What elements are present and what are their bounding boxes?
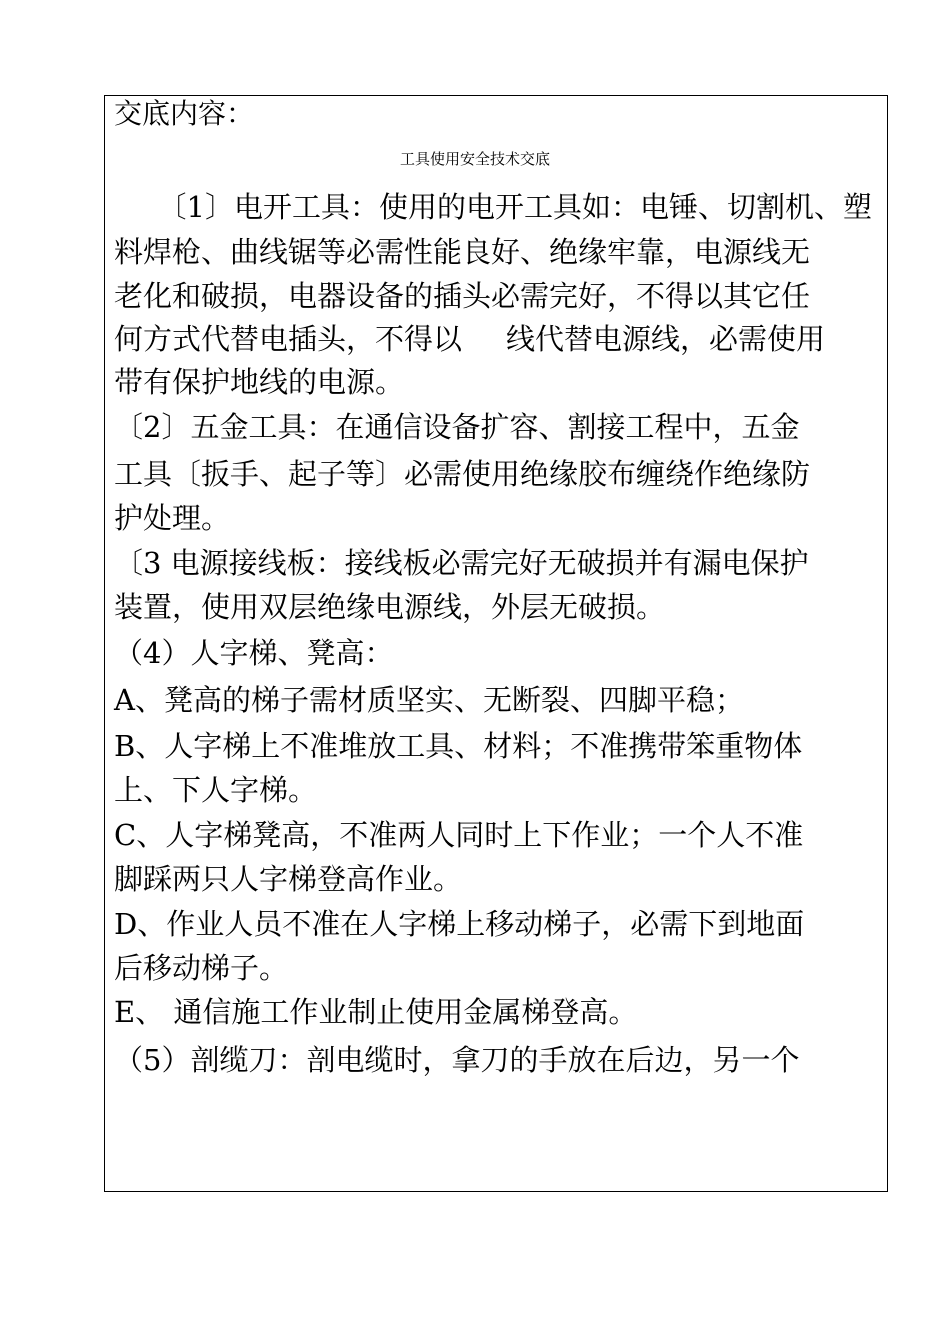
text-line: 带有保护地线的电源。: [114, 365, 405, 399]
text-line: 料焊枪、曲线锯等必需性能良好、绝缘牢靠，电源线无: [114, 235, 811, 269]
text-segment: 线代替电源线，必需使用: [506, 322, 826, 356]
text-line: B、人字梯上不准堆放工具、材料；不准携带笨重物体: [114, 729, 803, 763]
text-line: 〔2〕五金工具：在通信设备扩容、割接工程中，五金: [114, 410, 800, 444]
document-title: 工具使用安全技术交底: [399, 150, 550, 168]
text-line: C、人字梯凳高，不准两人同时上下作业；一个人不准: [114, 818, 804, 852]
text-line: （4）人字梯、凳高：: [114, 636, 394, 670]
text-line-split: [114, 321, 825, 357]
section-label: 交底内容：: [114, 97, 255, 130]
text-line: E、 通信施工作业制止使用金属梯登高。: [114, 995, 638, 1029]
text-line: D、作业人员不准在人字梯上移动梯子，必需下到地面: [114, 907, 805, 941]
text-line: 装置，使用双层绝缘电源线，外层无破损。: [114, 590, 666, 624]
text-line: 后移动梯子。: [114, 951, 289, 985]
text-line: 〔1〕电开工具：使用的电开工具如：电锤、切割机、塑: [114, 190, 872, 224]
text-line: A、凳高的梯子需材质坚实、无断裂、四脚平稳；: [114, 683, 744, 717]
text-segment: 何方式代替电插头，不得以: [114, 322, 463, 356]
text-line: 脚踩两只人字梯登高作业。: [114, 862, 463, 896]
text-line: 老化和破损，电器设备的插头必需完好，不得以其它任: [114, 279, 811, 313]
text-line: （5）剖缆刀：剖电缆时，拿刀的手放在后边，另一个: [114, 1043, 800, 1077]
text-line: 护处理。: [114, 501, 231, 535]
text-line: 上、下人字梯。: [114, 773, 318, 807]
text-line: 〔3 电源接线板：接线板必需完好无破损并有漏电保护: [114, 546, 809, 580]
text-line: 工具〔扳手、起子等〕必需使用绝缘胶布缠绕作绝缘防: [114, 457, 811, 491]
